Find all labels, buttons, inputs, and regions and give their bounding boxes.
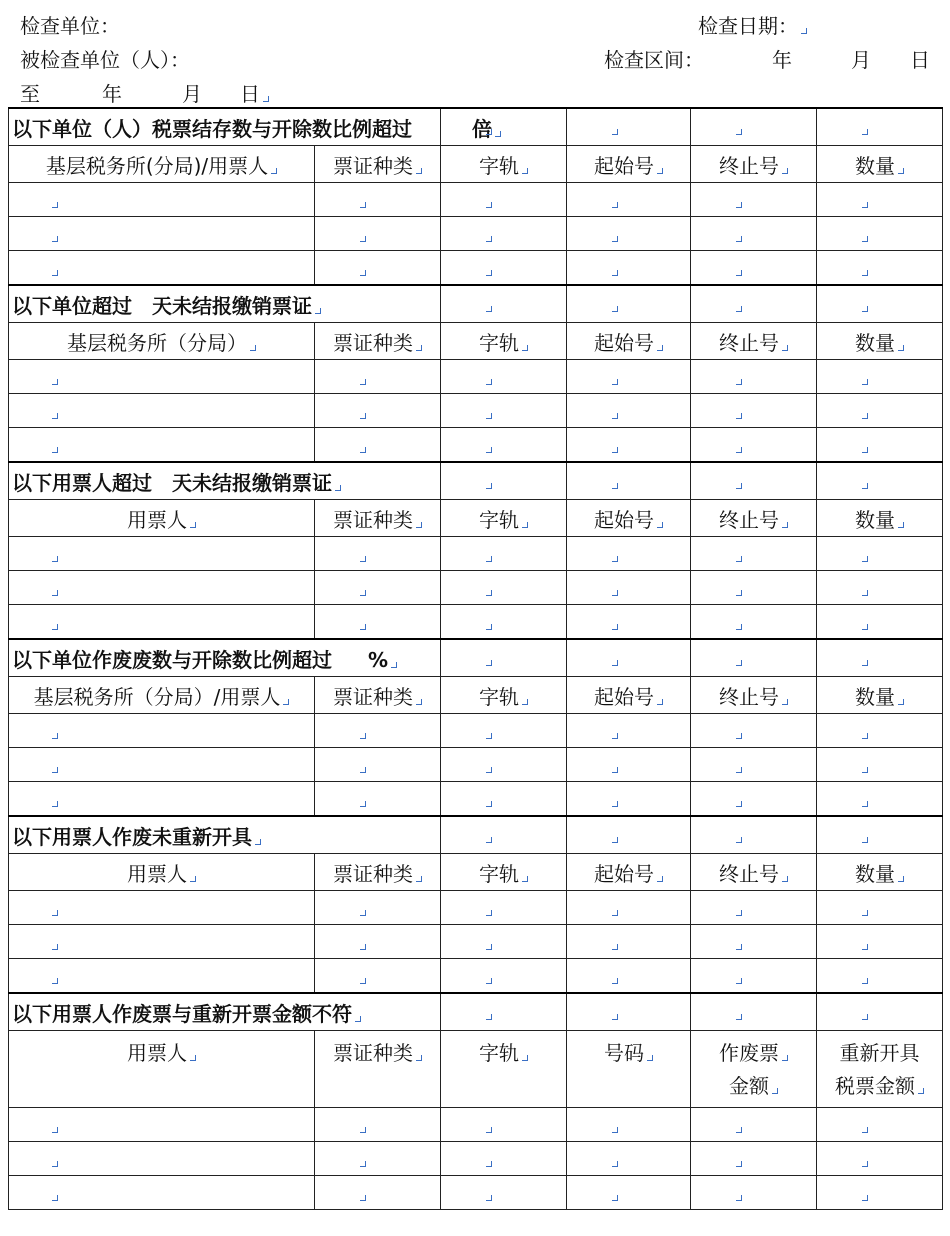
column-header-row — [9, 323, 943, 360]
column-header: 作废票 金额 — [691, 1031, 817, 1108]
invoice-check-table — [8, 107, 943, 1210]
data-cell — [817, 217, 943, 251]
column-header — [315, 323, 441, 360]
data-cell — [567, 537, 691, 571]
data-cell — [9, 748, 315, 782]
data-row — [9, 428, 943, 463]
data-row — [9, 714, 943, 748]
period-to-month-label: 月 — [182, 82, 202, 106]
data-row — [9, 891, 943, 925]
data-cell — [9, 571, 315, 605]
data-cell — [441, 891, 567, 925]
data-cell — [315, 925, 441, 959]
data-cell — [817, 1142, 943, 1176]
column-header — [9, 1031, 315, 1108]
column-header-text: 起始号 — [594, 330, 654, 355]
data-cell — [691, 925, 817, 959]
empty-cell — [441, 993, 567, 1031]
first-column-header-text: 用票人 — [127, 861, 187, 886]
data-cell — [441, 959, 567, 994]
column-header — [441, 677, 567, 714]
first-column-header-text: 用票人 — [127, 507, 187, 532]
column-header-text: 字轨 — [479, 507, 519, 532]
column-header — [691, 854, 817, 891]
data-cell — [441, 925, 567, 959]
data-cell — [817, 428, 943, 463]
data-cell — [9, 959, 315, 994]
data-row — [9, 571, 943, 605]
data-cell — [691, 748, 817, 782]
section-title-text: 以下用票人超过 天未结报缴销票证 — [12, 470, 332, 495]
data-cell — [441, 1176, 567, 1210]
column-header-text: 起始号 — [594, 684, 654, 709]
data-cell — [817, 183, 943, 217]
column-header — [441, 500, 567, 537]
data-cell — [315, 1142, 441, 1176]
column-header — [567, 677, 691, 714]
period-year-label: 年 — [772, 48, 792, 72]
period-to-day-label: 日 — [240, 78, 269, 107]
check-date-label: 检查日期： — [698, 10, 807, 39]
section-title-text: 以下单位（人）税票结存数与开除数比例超过 — [12, 116, 412, 141]
data-cell — [9, 925, 315, 959]
data-cell — [691, 251, 817, 286]
data-cell — [315, 748, 441, 782]
data-row — [9, 748, 943, 782]
column-header — [567, 1031, 691, 1108]
first-column-header — [9, 854, 315, 891]
data-cell — [315, 782, 441, 817]
section-title-cell — [9, 816, 441, 854]
column-header-text: 票证种类 — [333, 1041, 413, 1065]
check-period-label: 检查区间： — [604, 48, 704, 72]
column-header — [567, 323, 691, 360]
column-header-text: 作废票 — [719, 1041, 779, 1065]
data-cell — [691, 714, 817, 748]
data-cell — [441, 428, 567, 463]
data-cell — [315, 394, 441, 428]
section-title-cell — [9, 108, 492, 146]
section-suffix-text: 倍 — [472, 116, 492, 141]
section-title-row — [9, 993, 943, 1031]
data-cell — [817, 925, 943, 959]
data-cell — [315, 959, 441, 994]
column-header-text: 字轨 — [479, 153, 519, 178]
column-header — [691, 146, 817, 183]
column-header — [691, 323, 817, 360]
column-header — [315, 677, 441, 714]
section-title-cell-text: 以下用票人作废票与重新开票金额不符 — [12, 1001, 352, 1026]
first-column-header-text: 基层税务所（分局） — [67, 330, 247, 355]
data-cell — [9, 217, 315, 251]
data-cell — [441, 217, 567, 251]
empty-cell — [441, 285, 567, 323]
column-header-text: 终止号 — [719, 684, 779, 709]
column-header-row — [9, 677, 943, 714]
data-cell — [315, 714, 441, 748]
data-cell — [9, 428, 315, 463]
empty-cell — [691, 285, 817, 323]
data-cell — [315, 217, 441, 251]
column-header-text: 票证种类 — [333, 153, 413, 178]
period-month-label: 月 — [851, 48, 871, 72]
data-cell — [441, 782, 567, 817]
empty-cell — [691, 462, 817, 500]
data-row — [9, 251, 943, 286]
empty-cell — [691, 816, 817, 854]
checked-unit-label: 被检查单位（人）： — [20, 48, 190, 72]
column-header — [817, 323, 943, 360]
column-header — [567, 854, 691, 891]
data-cell — [567, 605, 691, 640]
empty-cell — [817, 993, 943, 1031]
column-header-text: 终止号 — [719, 861, 779, 886]
data-cell — [441, 571, 567, 605]
empty-cell — [441, 462, 567, 500]
data-cell — [441, 714, 567, 748]
data-cell — [691, 782, 817, 817]
column-header — [567, 500, 691, 537]
data-cell — [691, 360, 817, 394]
empty-cell — [567, 993, 691, 1031]
section-title-text: 以下单位作废废数与开除数比例超过 — [12, 647, 332, 672]
data-cell — [9, 360, 315, 394]
data-cell — [441, 360, 567, 394]
first-column-header-text: 基层税务所(分局)/用票人 — [45, 153, 269, 178]
data-cell — [817, 891, 943, 925]
data-cell — [567, 891, 691, 925]
column-header-row — [9, 146, 943, 183]
column-header-text: 字轨 — [479, 684, 519, 709]
data-cell — [817, 1176, 943, 1210]
data-cell — [9, 714, 315, 748]
column-header-text: 数量 — [855, 861, 895, 886]
data-cell — [817, 360, 943, 394]
empty-cell — [817, 108, 943, 146]
empty-cell — [567, 108, 691, 146]
period-to-label: 至 — [20, 82, 40, 106]
data-cell — [567, 959, 691, 994]
data-cell — [441, 1108, 567, 1142]
data-cell — [9, 1142, 315, 1176]
section-title-cell — [9, 639, 441, 677]
column-header-text: 起始号 — [594, 153, 654, 178]
column-header — [315, 1031, 441, 1108]
data-cell — [691, 1108, 817, 1142]
data-cell — [567, 782, 691, 817]
empty-cell — [817, 285, 943, 323]
section-title-row — [9, 639, 943, 677]
empty-cell — [567, 462, 691, 500]
data-cell — [441, 1142, 567, 1176]
data-cell — [691, 605, 817, 640]
data-cell — [567, 1176, 691, 1210]
data-cell — [315, 251, 441, 286]
data-cell — [441, 251, 567, 286]
column-header: 重新开具 税票金额 — [817, 1031, 943, 1108]
first-column-header — [9, 323, 315, 360]
empty-cell — [567, 285, 691, 323]
first-column-header-text: 基层税务所（分局）/用票人 — [33, 684, 281, 709]
column-header — [315, 500, 441, 537]
data-cell — [315, 428, 441, 463]
data-cell — [567, 1142, 691, 1176]
data-cell — [691, 1176, 817, 1210]
data-cell — [817, 959, 943, 994]
data-cell — [567, 428, 691, 463]
data-cell — [691, 571, 817, 605]
section-title-row — [9, 285, 943, 323]
empty-cell — [441, 639, 567, 677]
data-cell — [9, 891, 315, 925]
period-day-label: 日 — [910, 48, 930, 72]
section-title-row — [9, 108, 943, 146]
data-row — [9, 217, 943, 251]
data-cell — [315, 537, 441, 571]
data-row — [9, 1108, 943, 1142]
first-column-header — [9, 500, 315, 537]
data-cell — [441, 605, 567, 640]
column-header-text: 起始号 — [594, 861, 654, 886]
column-header-text: 字轨 — [479, 1041, 519, 1065]
column-header — [567, 146, 691, 183]
data-cell — [315, 605, 441, 640]
column-header — [315, 146, 441, 183]
section-title-cell — [9, 993, 441, 1031]
empty-cell — [817, 816, 943, 854]
empty-cell — [817, 462, 943, 500]
column-header-row — [9, 1031, 943, 1108]
data-row — [9, 959, 943, 994]
check-unit-label: 检查单位： — [20, 14, 120, 38]
column-header-row — [9, 500, 943, 537]
column-header-text: 用票人 — [127, 1041, 187, 1065]
data-cell — [9, 183, 315, 217]
data-cell — [817, 748, 943, 782]
data-cell — [691, 1142, 817, 1176]
data-cell — [315, 1176, 441, 1210]
empty-cell — [567, 639, 691, 677]
data-cell — [817, 714, 943, 748]
data-cell — [817, 571, 943, 605]
data-cell — [817, 251, 943, 286]
data-cell — [315, 571, 441, 605]
data-row — [9, 782, 943, 817]
data-cell — [691, 428, 817, 463]
column-header — [441, 146, 567, 183]
column-header — [817, 677, 943, 714]
data-cell — [567, 217, 691, 251]
data-cell — [817, 1108, 943, 1142]
section-title-row — [9, 816, 943, 854]
section-title-cell — [9, 462, 441, 500]
column-header-text: 数量 — [855, 684, 895, 709]
data-cell — [315, 183, 441, 217]
data-row — [9, 394, 943, 428]
column-header-text: 票证种类 — [333, 861, 413, 886]
data-cell — [441, 748, 567, 782]
data-row — [9, 925, 943, 959]
section-suffix-text: % — [368, 647, 389, 672]
column-header-text: 数量 — [855, 507, 895, 532]
section-title-text: 以下用票人作废未重新开具 — [12, 824, 252, 849]
data-cell — [441, 394, 567, 428]
data-cell — [9, 1176, 315, 1210]
data-cell — [691, 537, 817, 571]
column-header — [817, 146, 943, 183]
data-cell — [9, 1108, 315, 1142]
data-cell — [567, 251, 691, 286]
data-cell — [567, 714, 691, 748]
data-row — [9, 1176, 943, 1210]
data-cell — [567, 1108, 691, 1142]
column-header-text: 数量 — [855, 330, 895, 355]
data-cell — [315, 360, 441, 394]
column-header — [817, 854, 943, 891]
empty-cell — [441, 108, 567, 146]
data-cell — [9, 605, 315, 640]
column-header-text: 终止号 — [719, 153, 779, 178]
data-cell — [315, 1108, 441, 1142]
first-column-header — [9, 677, 315, 714]
column-header-text: 票证种类 — [333, 684, 413, 709]
column-header-row — [9, 854, 943, 891]
data-cell — [817, 605, 943, 640]
first-column-header — [9, 146, 315, 183]
empty-cell — [441, 816, 567, 854]
data-row — [9, 1142, 943, 1176]
data-cell — [567, 571, 691, 605]
column-header — [441, 323, 567, 360]
column-header — [441, 1031, 567, 1108]
data-cell — [567, 183, 691, 217]
data-cell — [9, 537, 315, 571]
data-cell — [567, 925, 691, 959]
data-row — [9, 183, 943, 217]
period-to-year-label: 年 — [102, 82, 122, 106]
data-cell — [9, 251, 315, 286]
data-row — [9, 360, 943, 394]
empty-cell — [817, 639, 943, 677]
column-header — [817, 500, 943, 537]
data-cell — [567, 394, 691, 428]
column-header-text: 终止号 — [719, 507, 779, 532]
section-title-row — [9, 462, 943, 500]
empty-cell — [691, 108, 817, 146]
column-header-text: 终止号 — [719, 330, 779, 355]
data-cell — [817, 537, 943, 571]
column-header-text: 重新开具 — [839, 1041, 920, 1065]
data-cell — [567, 748, 691, 782]
data-row — [9, 605, 943, 640]
section-title-cell — [9, 285, 441, 323]
column-header — [441, 854, 567, 891]
empty-cell — [567, 816, 691, 854]
data-cell — [691, 959, 817, 994]
section-title-text: 以下单位超过 天未结报缴销票证 — [12, 293, 312, 318]
data-cell — [817, 394, 943, 428]
column-header-text: 起始号 — [594, 507, 654, 532]
data-cell — [691, 891, 817, 925]
empty-cell — [691, 639, 817, 677]
column-header-text: 票证种类 — [333, 507, 413, 532]
column-header-text: 票证种类 — [333, 330, 413, 355]
column-header-text: 字轨 — [479, 861, 519, 886]
data-cell — [691, 183, 817, 217]
column-header-text: 号码 — [604, 1041, 644, 1065]
data-cell — [691, 394, 817, 428]
column-header — [315, 854, 441, 891]
column-header — [691, 677, 817, 714]
data-cell — [9, 782, 315, 817]
data-cell — [9, 394, 315, 428]
data-row — [9, 537, 943, 571]
data-cell — [315, 891, 441, 925]
column-header-text: 数量 — [855, 153, 895, 178]
data-cell — [441, 537, 567, 571]
data-cell — [817, 782, 943, 817]
data-cell — [691, 217, 817, 251]
data-cell — [441, 183, 567, 217]
column-header — [691, 500, 817, 537]
empty-cell — [691, 993, 817, 1031]
data-cell — [567, 360, 691, 394]
column-header-text: 字轨 — [479, 330, 519, 355]
